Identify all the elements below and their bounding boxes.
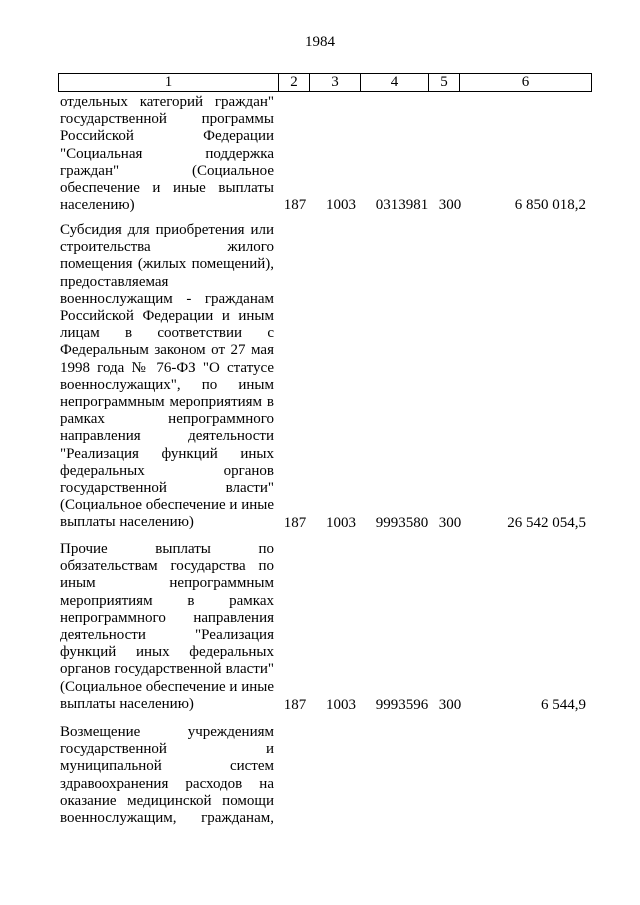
description-line: Субсидия для приобретения или xyxy=(60,222,274,238)
description-line: граждан" (Социальное xyxy=(60,162,274,179)
row-col-3: 1003 xyxy=(326,515,356,531)
row-col-4: 9993580 xyxy=(375,515,429,531)
description-line: помещения (жилых помещений), xyxy=(60,256,274,273)
row-col-4: 9993596 xyxy=(375,697,429,713)
description-line: выплаты населению) xyxy=(60,695,194,712)
header-col-3: 3 xyxy=(310,74,361,92)
row-col-4: 0313981 xyxy=(375,197,429,213)
description-line: деятельности "Реализация xyxy=(60,627,274,644)
header-col-4: 4 xyxy=(361,74,429,92)
row-col-6: 6 850 018,2 xyxy=(514,197,586,213)
row-col-6: 26 542 054,5 xyxy=(507,515,586,531)
description-line: Прочие выплаты по xyxy=(60,541,274,557)
description-line: непрограммным мероприятиям в xyxy=(60,394,274,411)
row-description xyxy=(60,541,274,713)
description-line: государственной власти" xyxy=(60,480,274,497)
description-line: военнослужащих", по иным xyxy=(60,376,274,393)
description-line: Возмещение учреждениям xyxy=(60,724,274,740)
row-col-5: 300 xyxy=(438,197,462,213)
description-line: мероприятиям в рамках xyxy=(60,592,274,609)
description-line: государственной программы xyxy=(60,111,274,128)
description-line: оказание медицинской помощи xyxy=(60,792,274,809)
row-description xyxy=(60,222,274,532)
header-col-6: 6 xyxy=(460,74,592,92)
description-line: лицам в соответствии с xyxy=(60,325,274,342)
table-header xyxy=(58,73,592,92)
description-line: федеральных органов xyxy=(60,462,274,479)
description-line: Российской Федерации и иным xyxy=(60,308,274,325)
header-col-2: 2 xyxy=(279,74,310,92)
description-line: (Социальное обеспечение и иные xyxy=(60,678,274,695)
description-line: функций иных федеральных xyxy=(60,644,274,661)
description-line: Российской Федерации xyxy=(60,128,274,145)
description-line: рамках непрограммного xyxy=(60,411,274,428)
row-col-2: 187 xyxy=(283,515,307,531)
description-line: "Реализация функций иных xyxy=(60,445,274,462)
row-col-5: 300 xyxy=(438,697,462,713)
description-line: выплаты населению) xyxy=(60,514,194,531)
description-line: военнослужащим - гражданам xyxy=(60,290,274,307)
row-col-3: 1003 xyxy=(326,697,356,713)
description-line: органов государственной власти" xyxy=(60,661,274,678)
row-col-5: 300 xyxy=(438,515,462,531)
row-col-3: 1003 xyxy=(326,197,356,213)
description-line: (Социальное обеспечение и иные xyxy=(60,497,274,514)
description-line: направления деятельности xyxy=(60,428,274,445)
row-col-2: 187 xyxy=(283,697,307,713)
description-line: населению) xyxy=(60,197,135,214)
description-line: Федеральным законом от 27 мая xyxy=(60,342,274,359)
description-line: обязательствам государства по xyxy=(60,558,274,575)
description-line: обеспечение и иные выплаты xyxy=(60,180,274,197)
description-line: здравоохранения расходов на xyxy=(60,775,274,792)
description-line: 1998 года № 76-ФЗ "О статусе xyxy=(60,359,274,376)
description-line: военнослужащим, гражданам, xyxy=(60,810,274,827)
description-line: муниципальной систем xyxy=(60,758,274,775)
row-col-2: 187 xyxy=(283,197,307,213)
page-number: 1984 xyxy=(305,34,335,50)
header-col-5: 5 xyxy=(429,74,460,92)
row-col-6: 6 544,9 xyxy=(541,697,586,713)
description-line: предоставляемая xyxy=(60,273,169,290)
header-col-1: 1 xyxy=(59,74,279,92)
description-line: непрограммного направления xyxy=(60,609,274,626)
row-description xyxy=(60,724,274,827)
description-line: государственной и xyxy=(60,741,274,758)
description-line: отдельных категорий граждан" xyxy=(60,94,274,110)
row-description xyxy=(60,94,274,214)
description-line: "Социальная поддержка xyxy=(60,145,274,162)
description-line: иным непрограммным xyxy=(60,575,274,592)
description-line: строительства жилого xyxy=(60,239,274,256)
